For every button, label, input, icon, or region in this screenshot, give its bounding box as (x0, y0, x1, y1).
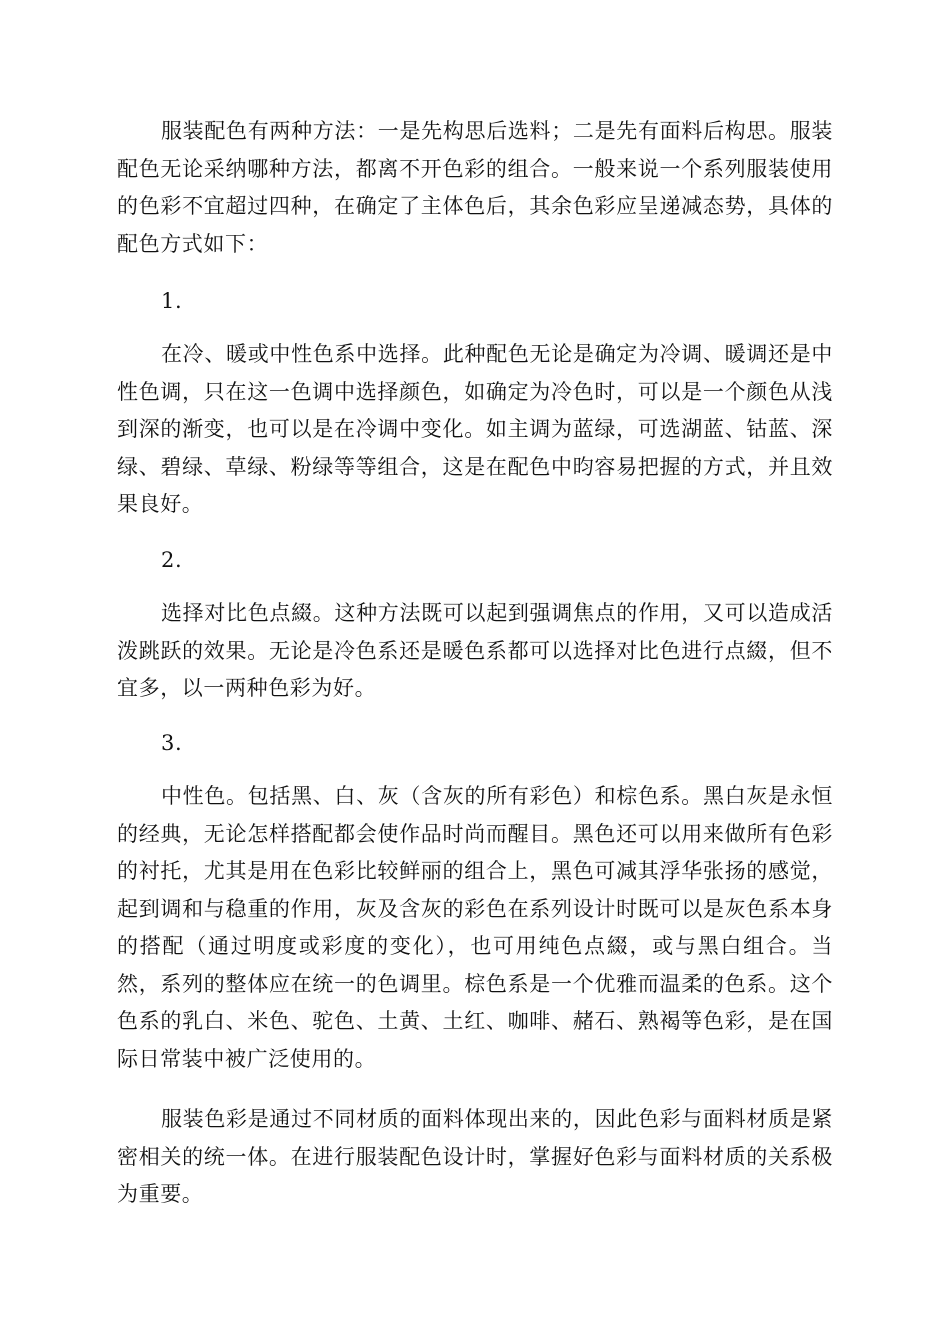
list-number-text: 3. (161, 731, 183, 755)
paragraph-text: 服装配色有两种方法：一是先构思后选料；二是先有面料后构思。服装配色无论采纳哪种方法，都离不开色彩的组合。一般来说一个系列服装使用的色彩不宜超过四种，在确定了主体色后，其余色彩应呈递减态势，具体的配色方式如下： (117, 119, 833, 256)
list-number-text: 1. (161, 289, 183, 313)
method-3-paragraph (117, 778, 833, 1078)
method-2-paragraph (117, 595, 833, 708)
method-1-paragraph (117, 336, 833, 524)
intro-paragraph (117, 113, 833, 263)
list-number-1 (117, 283, 833, 321)
list-number-text: 2. (161, 548, 183, 572)
paragraph-text: 在冷、暖或中性色系中选择。此种配色无论是确定为冷调、暖调还是中性色调，只在这一色调中选择颜色，如确定为冷色时，可以是一个颜色从浅到深的渐变，也可以是在冷调中变化。如主调为蓝绿，可选湖蓝、钴蓝、深绿、碧绿、草绿、粉绿等等组合，这是在配色中昀容易把握的方式，并且效果良好。 (117, 342, 833, 516)
closing-paragraph (117, 1101, 833, 1214)
paragraph-text: 中性色。包括黑、白、灰（含灰的所有彩色）和棕色系。黑白灰是永恒的经典，无论怎样搭配都会使作品时尚而醒目。黑色还可以用来做所有色彩的衬托，尤其是用在色彩比较鲜丽的组合上，黑色可减其浮华张扬的感觉，起到调和与稳重的作用，灰及含灰的彩色在系列设计时既可以是灰色系本身的搭配（通过明度或彩度的变化），也可用纯色点綴，或与黑白组合。当然，系列的整体应在统一的色调里。棕色系是一个优雅而温柔的色系。这个色系的乳白、米色、驼色、土黄、土红、咖啡、赭石、熟褐等色彩，是在国际日常装中被广泛使用的。 (117, 784, 833, 1071)
paragraph-text: 选择对比色点綴。这种方法既可以起到强调焦点的作用，又可以造成活泼跳跃的效果。无论是冷色系还是暖色系都可以选择对比色进行点綴，但不宜多，以一两种色彩为好。 (117, 601, 833, 700)
paragraph-text: 服装色彩是通过不同材质的面料体现出来的，因此色彩与面料材质是紧密相关的统一体。在进行服装配色设计时，掌握好色彩与面料材质的关系极为重要。 (117, 1107, 833, 1206)
list-number-2 (117, 542, 833, 580)
list-number-3 (117, 725, 833, 763)
